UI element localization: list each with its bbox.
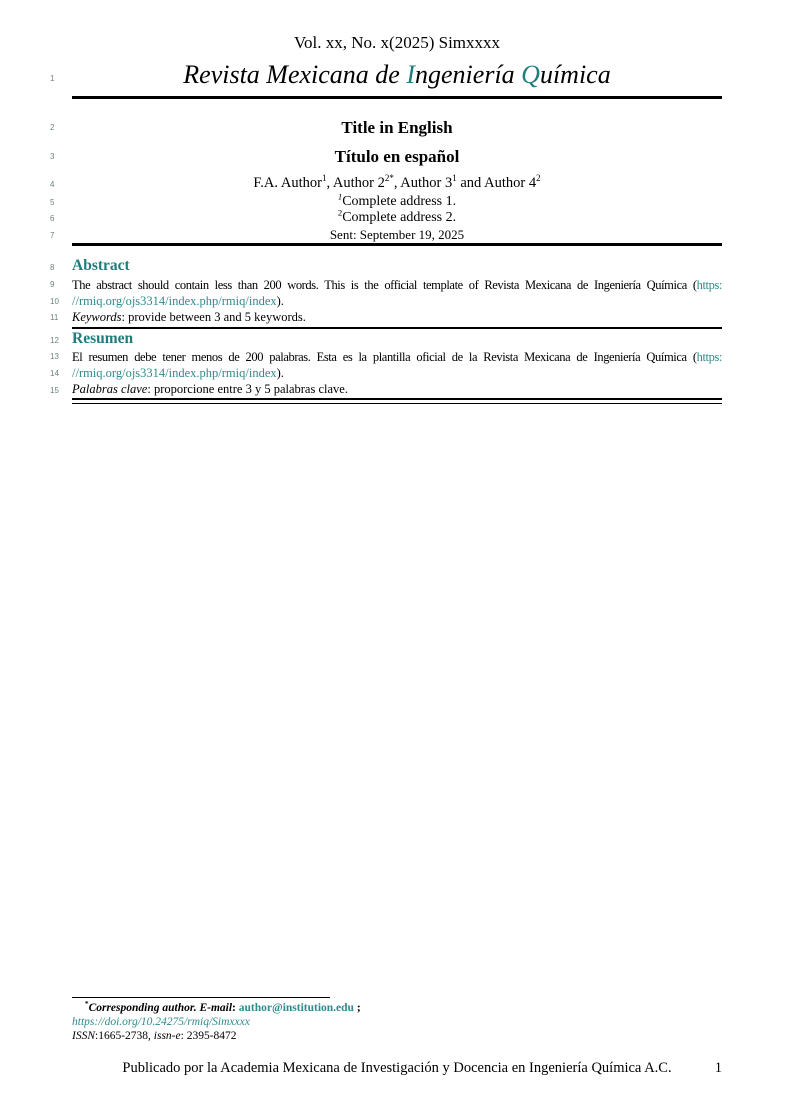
journal-title-part: uímica [539,60,611,89]
line-number: 7 [50,231,55,240]
abstract-text-line [72,277,722,294]
journal-url-link[interactable]: //rmiq.org/ojs3314/index.php/rmiq/index [72,366,277,380]
volume-header: Vol. xx, No. x(2025) Simxxxx [293,33,501,52]
sent-date: Sent: September 19, 2025 [329,227,465,242]
footnote-label: Corresponding author. E-mail [88,1002,233,1014]
line-number: 15 [50,386,59,395]
line-number: 12 [50,336,59,345]
issne-label: issn-e [153,1030,181,1042]
footnote-star: * [85,1000,89,1009]
author-affil-mark: 2* [384,173,394,184]
author-name: F.A. Author [253,175,322,191]
journal-url-link[interactable]: https: [696,278,722,292]
journal-title [72,60,722,90]
page-number: 1 [714,1060,722,1076]
affiliation-2 [72,207,722,226]
line-number: 1 [50,74,55,83]
journal-title-accent: Q [521,60,540,89]
affil-mark: 1 [337,191,343,202]
paper-title-spanish: Título en español [334,147,460,166]
line-number: 13 [50,352,59,361]
line-number: 11 [50,313,59,322]
keywords-line [72,309,722,325]
journal-title-part: ngeniería [415,60,522,89]
line-number: 4 [50,180,55,189]
doi-link[interactable]: https://doi.org/10.24275/rmiq/Simxxxx [72,1016,250,1028]
keywords-text: : provide between 3 and 5 keywords. [121,310,306,324]
journal-title-accent: I [406,60,416,89]
abstract-heading: Abstract [72,257,130,274]
corresponding-author-note [72,1001,722,1015]
line-number: 10 [50,297,59,306]
affil-text: Complete address 1. [342,194,457,209]
affil-text: Complete address 2. [342,210,457,225]
publisher-text: Publicado por la Academia Mexicana de Investigación y Docencia en Ingeniería Química A.C. [122,1060,672,1076]
email-link[interactable]: author@institution.edu [238,1002,354,1014]
header-rule [72,96,722,99]
abstract-text: ). [276,294,284,308]
line-number: 9 [50,280,55,289]
resumen-heading: Resumen [72,330,134,347]
abstract-rule [72,327,722,329]
resumen-text-line [72,349,722,366]
line-number: 6 [50,214,55,223]
footnote-rule [72,997,330,998]
issn-line [72,1029,722,1043]
author-line [72,175,722,192]
author-name: , Author 2 [326,175,385,191]
line-number: 2 [50,123,55,132]
line-number: 8 [50,263,55,272]
abstract-text: The abstract should contain less than 200 words. This is the official template of Revista Mexicana de Ingeniería Química ( [72,278,697,292]
line-number: 5 [50,198,55,207]
author-name: and Author 4 [456,175,537,191]
issne-value: : 2395-8472 [180,1030,237,1042]
issn-label: ISSN [72,1030,95,1042]
line-number: 14 [50,369,59,378]
palabras-clave-label: Palabras clave [72,382,148,396]
footnote-tail: ; [353,1002,361,1014]
publisher-footer [72,1060,722,1077]
footnote-colon: : [232,1002,239,1014]
journal-title-part: Revista Mexicana de [183,60,407,89]
author-name: , Author 3 [393,175,453,191]
journal-url-link[interactable]: https: [696,350,722,364]
palabras-clave-text: : proporcione entre 3 y 5 palabras clave. [147,382,348,396]
resumen-text: El resumen debe tener menos de 200 palabras. Esta es la plantilla oficial de la Revista Mexicana de Ingeniería Química ( [72,350,697,364]
author-affil-mark: 2 [536,173,541,184]
paper-title-english: Title in English [341,118,453,137]
author-affil-mark: 1 [321,173,327,184]
author-affil-mark: 1 [452,173,457,184]
journal-url-link[interactable]: //rmiq.org/ojs3314/index.php/rmiq/index [72,294,277,308]
issn-value: :1665-2738, [95,1030,154,1042]
line-number: 3 [50,152,55,161]
keywords-label: Keywords [72,310,122,324]
abstract-text-line [72,293,722,309]
resumen-text: ). [276,366,284,380]
palabras-clave-line [72,381,722,397]
affiliation-1 [72,191,722,210]
title-block-rule [72,243,722,246]
affil-mark: 2 [337,207,343,218]
resumen-text-line [72,365,722,381]
resumen-double-rule [72,398,722,404]
doi-line [72,1015,722,1029]
